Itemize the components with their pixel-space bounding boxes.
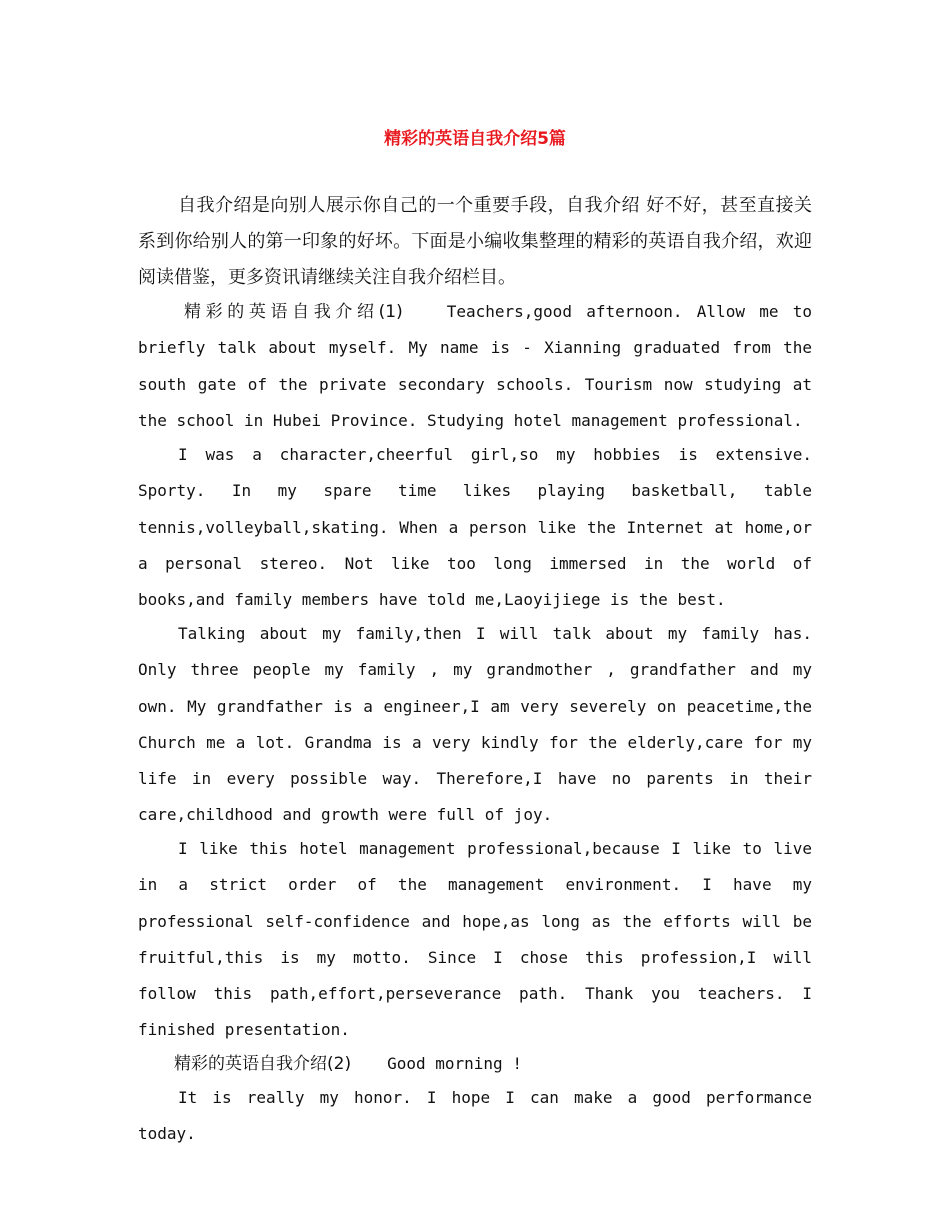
section-2-paragraph-1: It is really my honor. I hope I can make a good performance today. <box>138 1088 812 1144</box>
intro-paragraph: 自我介绍是向别人展示你自己的一个重要手段，自我介绍 好不好，甚至直接关系到你给别人的第一印象的好坏。下面是小编收集整理的精彩的英语自我介绍，欢迎阅读借鉴，更多资讯请继续关注自我介绍栏目。 <box>138 195 812 288</box>
section-1-lead-text: Teachers,good afternoon. Allow me to briefly talk about myself. My name is - Xianning graduated from the south gate of the private secondary schools. Tourism now studying at the school in Hubei Province. Studying hotel management professional. <box>138 302 812 430</box>
section-2-label: 精彩的英语自我介绍(2) <box>174 1054 352 1074</box>
section-1-label: 精彩的英语自我介绍(1) <box>184 302 403 322</box>
section-2-heading-line <box>138 1046 812 1082</box>
page-title: 精彩的英语自我介绍5篇 <box>384 129 566 149</box>
section-1-paragraph-4: I like this hotel management professional,because I like to live in a strict order of the management environment. I have my professional self-confidence and hope,as long as the efforts will be fruitful,this is my motto. Since I chose this profession,I will follow this path,effort,perseverance path. Thank you teachers. I finished presentation. <box>138 839 812 1040</box>
section-1-paragraph-3: Talking about my family,then I will talk about my family has. Only three people my family , my grandmother , grandfather and my own. My grandfather is a engineer,I am very severely on peacetime,the Church me a lot. Grandma is a very kindly for the elderly,care for my life in every possible way. Therefore,I have no parents in their care,childhood and growth were full of joy. <box>138 624 812 825</box>
section-2-lead-text: Good morning ! <box>387 1054 522 1073</box>
section-1-paragraph-1 <box>138 294 812 439</box>
section-1-paragraph-2: I was a character,cheerful girl,so my hobbies is extensive. Sporty. In my spare time likes playing basketball, table tennis,volleyball,skating. When a person like the Internet at home,or a personal stereo. Not like too long immersed in the world of books,and family members have told me,Laoyijiege is the best. <box>138 445 812 610</box>
